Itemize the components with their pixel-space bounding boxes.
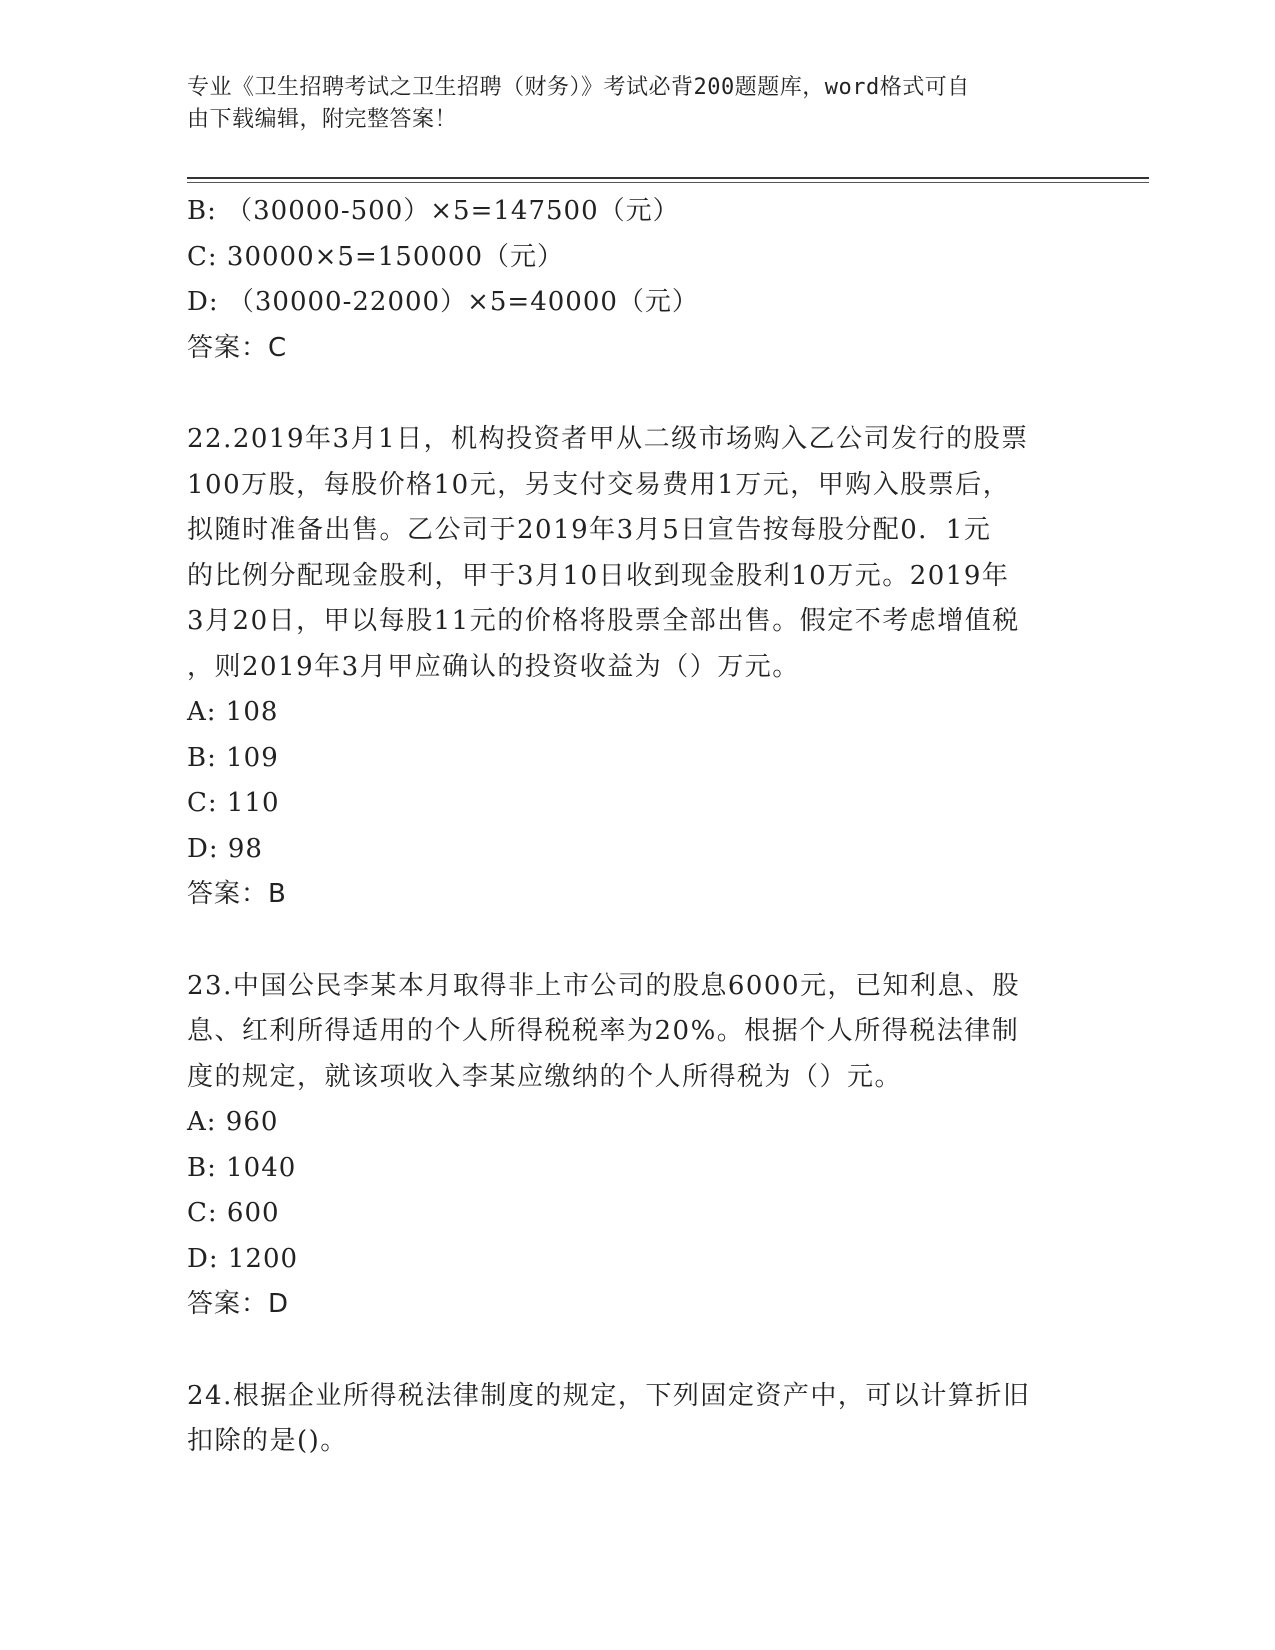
option-c: C: 600 <box>187 1198 280 1228</box>
option-d: D: （30000-22000）×5=40000（元） <box>187 287 699 317</box>
question-text-line: ，则2019年3月甲应确认的投资收益为（）万元。 <box>187 651 800 682</box>
question-text-line: 3月20日，甲以每股11元的价格将股票全部出售。假定不考虑增值税 <box>187 606 1020 636</box>
question-text-line: 23.中国公民李某本月取得非上市公司的股息6000元，已知利息、股 <box>187 970 1021 1001</box>
option-c: C: 110 <box>187 788 280 818</box>
answer: 答案：B <box>187 879 287 909</box>
question-22 <box>187 417 1087 918</box>
answer: 答案：C <box>187 332 288 363</box>
question-text-line: 100万股，每股价格10元，另支付交易费用1万元，甲购入股票后， <box>187 469 1011 500</box>
question-text-line: 22.2019年3月1日，机构投资者甲从二级市场购入乙公司发行的股票 <box>187 424 1029 454</box>
question-text-line: 拟随时准备出售。乙公司于2019年3月5日宣告按每股分配0．1元 <box>187 515 992 545</box>
option-a: A: 960 <box>187 1107 279 1137</box>
question-text-line: 息、红利所得适用的个人所得税税率为20%。根据个人所得税法律制 <box>187 1016 1020 1046</box>
option-c: C: 30000×5=150000（元） <box>187 241 564 272</box>
question-list <box>187 189 1087 1465</box>
question-text-line: 度的规定，就该项收入李某应缴纳的个人所得税为（）元。 <box>187 1061 903 1092</box>
question-text-line: 的比例分配现金股利，甲于3月10日收到现金股利10万元。2019年 <box>187 560 1010 591</box>
question-24 <box>187 1374 1087 1465</box>
spacer <box>187 918 1087 964</box>
header-divider-thin <box>187 182 1149 183</box>
question-21 <box>187 189 1087 371</box>
option-a: A: 108 <box>187 697 279 727</box>
header-divider <box>187 177 1149 179</box>
question-text-line: 扣除的是()。 <box>187 1426 348 1456</box>
header-title-line-1: 专业《卫生招聘考试之卫生招聘（财务）》考试必背200题题库，word格式可自 <box>187 75 970 100</box>
page-header <box>187 72 1067 136</box>
spacer <box>187 1328 1087 1374</box>
header-title-line-2: 由下载编辑，附完整答案！ <box>187 107 458 132</box>
answer: 答案：D <box>187 1289 290 1319</box>
option-d: D: 1200 <box>187 1243 299 1274</box>
spacer <box>187 371 1087 417</box>
option-b: B: 109 <box>187 742 279 773</box>
option-b: B: （30000-500）×5=147500（元） <box>187 196 680 226</box>
option-b: B: 1040 <box>187 1152 297 1183</box>
question-23 <box>187 964 1087 1328</box>
option-d: D: 98 <box>187 833 263 864</box>
question-text-line: 24.根据企业所得税法律制度的规定，下列固定资产中，可以计算折旧 <box>187 1380 1031 1411</box>
